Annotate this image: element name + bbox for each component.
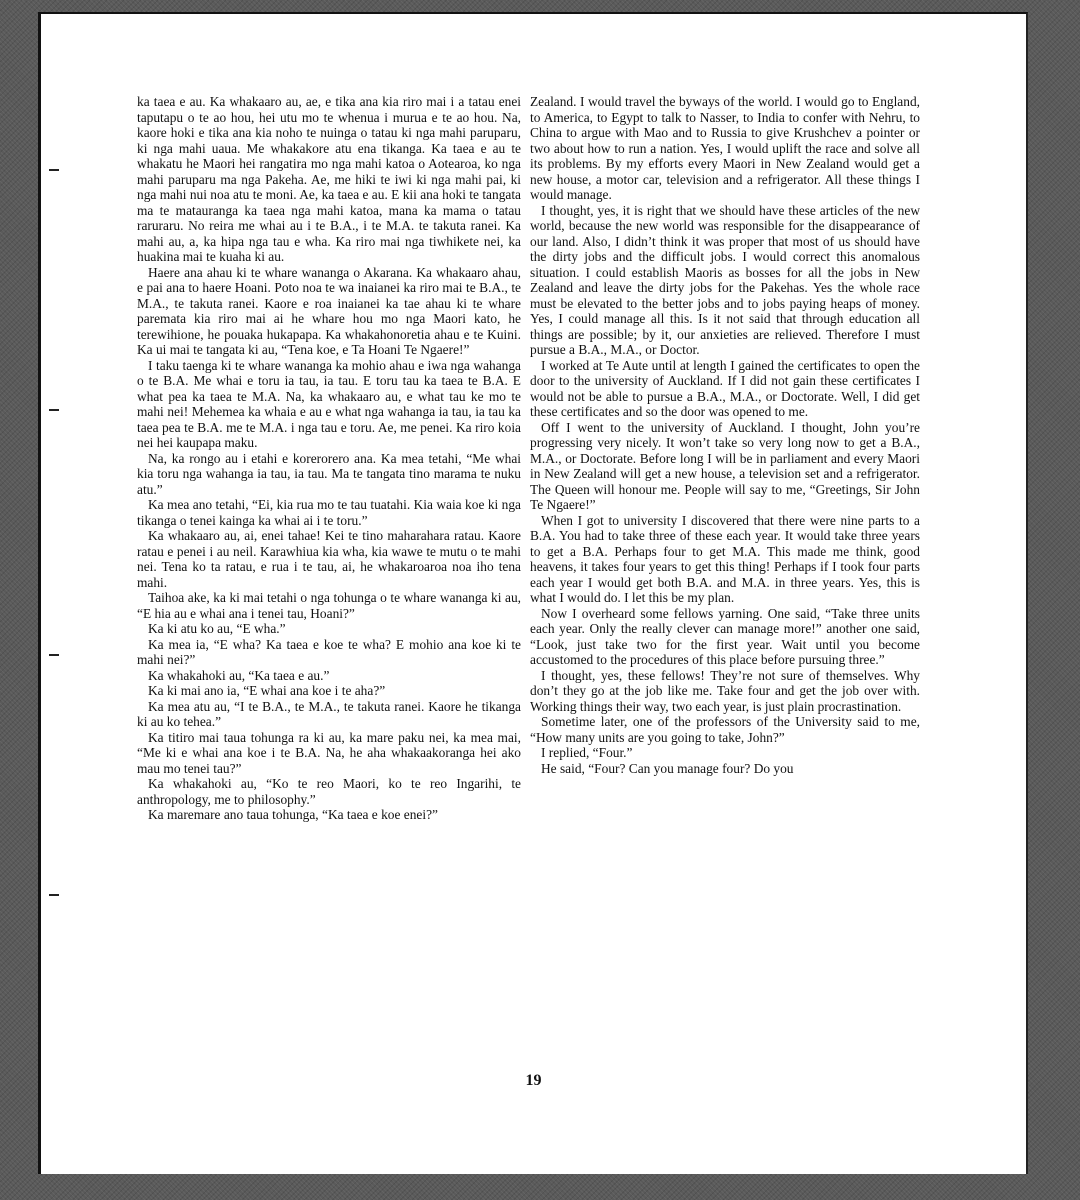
paragraph: Ka ki mai ano ia, “E whai ana koe i te aha?” (148, 683, 386, 698)
binding-mark (49, 654, 59, 656)
paragraph: Zealand. I would travel the byways of the world. I would go to England, to America, to Egypt to talk to Nasser, to India to confer with Nehru, to China to argue with Mao and to Russia to give Krushchev a pointer or two about how to run a nation. Yes, I would uplift the race and solve all its problems. By my efforts every Maori in New Zealand would get a new house, a motor car, television and a refrigerator. All these things I would manage. (530, 94, 920, 202)
paragraph: When I got to university I discovered that there were nine parts to a B.A. You had to take three of these each year. It would take three years to get a B.A. Perhaps four to get M.A. This made me think, good heavens, it takes four years to get this thing! Perhaps if I took four parts each year I would get both B.A. and M.A. in three years. Yes, this is what I would do. I let this be my plan. (530, 512, 920, 605)
paragraph: Off I went to the university of Auckland. I thought, John you’re progressing very nicely. It won’t take so very long now to get a B.A., M.A., or Doctorate. Before long I will be in parliament and every Maori in New Zealand will get a new house, a television set and a refrigerator. The Queen will honour me. People will say to me, “Greetings, Sir John Te Ngaere!” (530, 419, 920, 512)
paragraph: Sometime later, one of the professors of the University said to me, “How many units are you going to take, John?” (530, 714, 920, 745)
paragraph: He said, “Four? Can you manage four? Do you (541, 760, 794, 776)
paragraph: ka taea e au. Ka whakaaro au, ae, e tika ana kia riro mai i a tatau enei taputapu o te ao hou, hei utu mo te whenua i murua e te ao hou. Na, kaore hoki e tika ana kia noho te nuinga o tatau ki nga mahi paruparu, ki nga mahi uaua. Me whakakore atu ena tikanga. Ka taea e au te whakatu he Maori hei rangatira mo nga mahi katoa o Aotearoa, ko nga mahi paruparu ma nga Pakeha. Ae, me hiki te iwi ki nga mahi pai, ki nga mahi nui noa atu te moni. Ae, ka taea e au. E kii ana hoki te tangata ma te matauranga ka taea nga mahi katoa, mana ka mama o tatau raruraru. No reira me whai au i te B.A., i te M.A. te takuta ranei. Ka mahi au, a, ka hipa nga tau e wha. Ka riro mai nga tiwhikete nei, ka huakina mai te kuaha ki au. (137, 94, 521, 264)
page-number: 19 (525, 1072, 542, 1089)
paragraph: Ka maremare ano taua tohunga, “Ka taea e koe enei?” (148, 807, 438, 822)
paragraph: Ka mea ano tetahi, “Ei, kia rua mo te tau tuatahi. Kia waia koe ki nga tikanga o tenei kainga ka whai ai i te toru.” (137, 497, 521, 528)
paragraph: Ka ki atu ko au, “E wha.” (148, 621, 286, 636)
paragraph: Ka whakahoki au, “Ko te reo Maori, ko te reo Ingarihi, te anthropology, me to philosophy.” (137, 776, 521, 807)
paragraph: I thought, yes, it is right that we should have these articles of the new world, because the new world was responsible for the disappearance of our land. Also, I didn’t think it was proper that most of us should have the dirty jobs and the difficult jobs. I would correct this anomalous situation. I could establish Maoris as bosses for all the jobs in New Zealand and leave the dirty jobs for the Pakehas. Yes the whole race must be elevated to the better jobs and to jobs paying heaps of money. Yes, I could manage all this. Is it not said that through education all things are possible; by it, our anxieties are relieved. Therefore I must pursue a B.A., M.A., or Doctor. (530, 202, 920, 357)
paragraph: Haere ana ahau ki te whare wananga o Akarana. Ka whakaaro ahau, e pai ana to haere Hoani. Poto noa te wa inaianei ka riro mai te B.A., te M.A., te takuta ranei. Kaore e roa inaianei ka tae ahau ki te whare paremata kia riro mai ai he whare hou mo nga Maori kato, he terewihione, he pouaka hukapapa. Ka whakahonoretia ahau e te Kuini. Ka ui mai te tangata ki au, “Tena koe, e Ta Hoani Te Ngaere!” (137, 264, 521, 357)
paragraph: I replied, “Four.” (541, 745, 633, 760)
binding-mark (49, 894, 59, 896)
paragraph: Now I overheard some fellows yarning. One said, “Take three units each year. Only the really clever can manage more!” another one said, “Look, just take two for the first year. Wait until you become accustomed to the procedures of this place before pursuing three.” (530, 605, 920, 667)
paragraph: I taku taenga ki te whare wananga ka mohio ahau e iwa nga wahanga o te B.A. Me whai e toru ia tau, ia tau. E toru tau ka taea te B.A. E what pea ka taea te M.A. Na, ka whakaaro au, e what tau ke mo te mahi nei! Mehemea ka whaia e au e what nga wahanga ia tau, ia tau ka taea pea te B.A. me te M.A. i nga tau e toru. Ae, me penei. Ka riro koia nei hei kaupapa maku. (137, 357, 521, 450)
paragraph: Taihoa ake, ka ki mai tetahi o nga tohunga o te whare wananga ki au, “E hia au e whai ana i tenei tau, Hoani?” (137, 590, 521, 621)
paragraph: Ka mea atu au, “I te B.A., te M.A., te takuta ranei. Kaore he tikanga ki au ko tehea.” (137, 698, 521, 729)
paragraph: Ka mea ia, “E wha? Ka taea e koe te wha? E mohio ana koe ki te mahi nei?” (137, 636, 521, 667)
paragraph: Ka titiro mai taua tohunga ra ki au, ka mare paku nei, ka mea mai, “Me ki e whai ana koe i te B.A. Na, he aha whakaakoranga hei ako mau mo tenei tau?” (137, 729, 521, 776)
paragraph: Ka whakaaro au, ai, enei tahae! Kei te tino maharahara ratau. Kaore ratau e penei i au neil. Karawhiua kia wha, kia wawe te mutu o te mahi nei. Tena ko ta ratau, e rua i te tau, ai, he whakaroaroa noa iho tena mahi. (137, 528, 521, 590)
right-column (530, 94, 920, 776)
book-page (38, 12, 1028, 1174)
paragraph: Ka whakahoki au, “Ka taea e au.” (148, 667, 330, 683)
paragraph: Na, ka rongo au i etahi e korerorero ana. Ka mea tetahi, “Me whai kia toru nga wahanga ia tau, ia tau. Ma te tangata tino marama te nuku atu.” (137, 450, 521, 497)
binding-mark (49, 169, 59, 171)
paragraph: I thought, yes, these fellows! They’re not sure of themselves. Why don’t they go at the job like me. Take four and get the job over with. Working things their way, two each year, is just plain procrastination. (530, 667, 920, 714)
binding-mark (49, 409, 59, 411)
left-column (137, 94, 521, 823)
paragraph: I worked at Te Aute until at length I gained the certificates to open the door to the university of Auckland. If I did not gain these certificates I would not be able to pursue a B.A., M.A., or Doctorate. Well, I did get these certificates and so the door was opened to me. (530, 357, 920, 419)
